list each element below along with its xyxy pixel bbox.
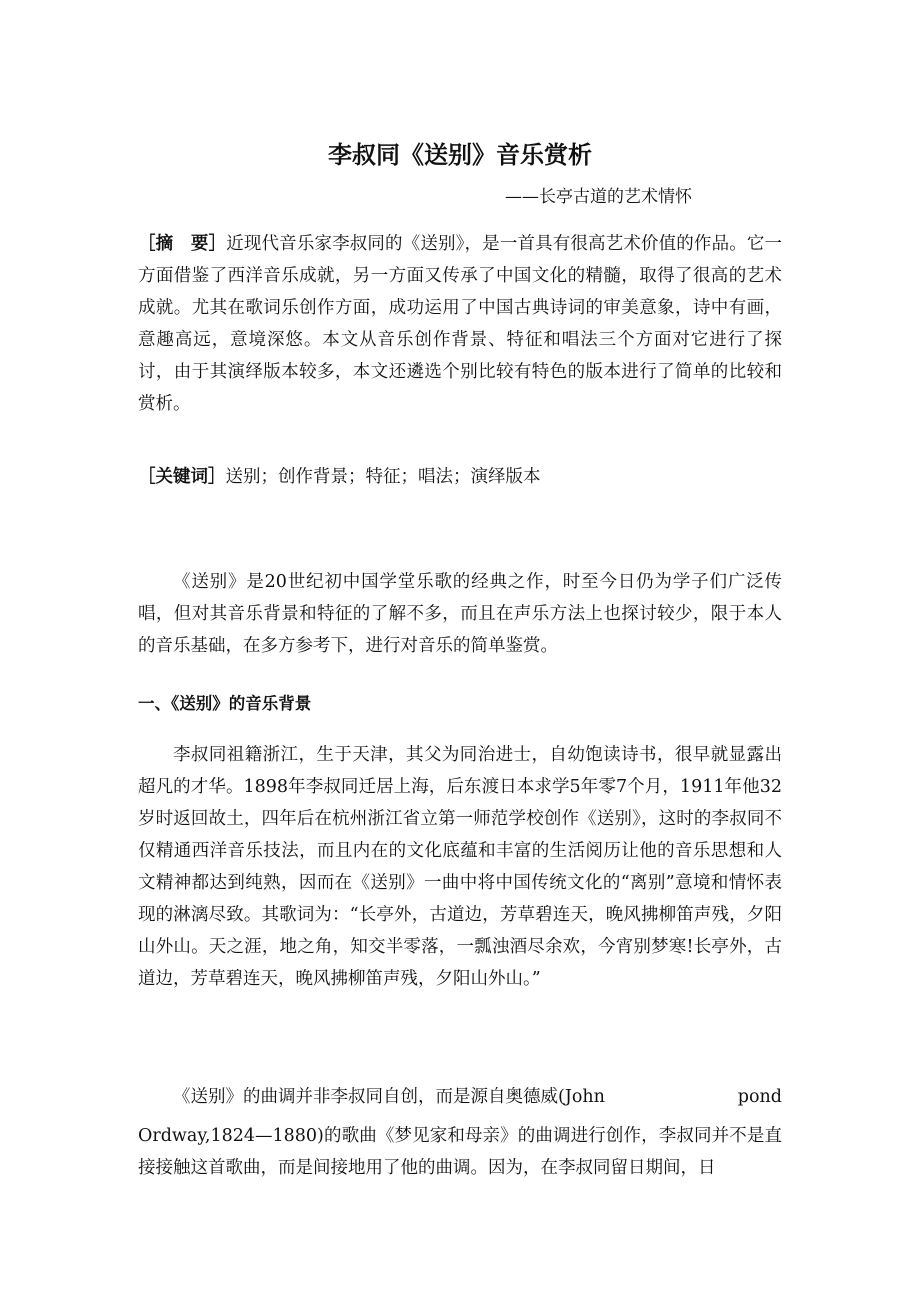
abstract-label: ［摘 要］ xyxy=(138,234,227,254)
intro-paragraph: 《送别》是20世纪初中国学堂乐歌的经典之作，时至今日仍为学子们广泛传唱，但对其音乐背景和特征的了解不多，而且在声乐方法上也探讨较少，限于本人的音乐基础，在多方参考下，进行对音乐的简单鉴赏。 xyxy=(138,572,782,656)
section-heading-background: 一、《送别》的音乐背景 xyxy=(138,694,312,713)
document-title: 李叔同《送别》音乐赏析 xyxy=(328,141,592,169)
tune-origin-first-line-left: 《送别》的曲调并非李叔同自创，而是源自奥德威(John xyxy=(173,1087,605,1107)
background-paragraph: 李叔同祖籍浙江，生于天津，其父为同治进士，自幼饱读诗书，很早就显露出超凡的才华。1898年李叔同迁居上海，后东渡日本求学5年零7个月，1911年他32岁时返回故土，四年后在杭州浙江省立第一师范学校创作《送别》，这时的李叔同不仅精通西洋音乐技法，而且内在的文化底蕴和丰富的生活阅历让他的音乐思想和人文精神都达到纯熟，因而在《送别》一曲中将中国传统文化的“离别”意境和情怀表现的淋漓尽致。其歌词为：“长亭外，古道边，芳草碧连天，晚风拂柳笛声残，夕阳山外山。天之涯，地之角，知交半零落，一瓢浊酒尽余欢，今宵别梦寒!长亭外，古道边，芳草碧连天，晚风拂柳笛声残，夕阳山外山。” xyxy=(138,745,782,989)
tune-origin-first-line-right: pond xyxy=(737,1087,782,1107)
tune-origin-paragraph: Ordway,1824—1880)的歌曲《梦见家和母亲》的曲调进行创作，李叔同并不是直接接触这首歌曲，而是间接地用了他的曲调。因为，在李叔同留日期间，日 xyxy=(138,1126,782,1178)
tune-origin-first-line xyxy=(138,1081,782,1113)
document-subtitle: ——长亭古道的艺术情怀 xyxy=(505,187,692,207)
abstract-text: 近现代音乐家李叔同的《送别》，是一首具有很高艺术价值的作品。它一方面借鉴了西洋音乐成就，另一方面又传承了中国文化的精髓，取得了很高的艺术成就。尤其在歌词乐创作方面，成功运用了中国古典诗词的审美意象，诗中有画，意趣高远，意境深悠。本文从音乐创作背景、特征和唱法三个方面对它进行了探讨，由于其演绎版本较多，本文还遴选个别比较有特色的版本进行了简单的比较和赏析。 xyxy=(138,234,783,414)
keywords-label: ［关键词］ xyxy=(138,467,226,487)
keywords-paragraph xyxy=(138,461,782,493)
abstract-paragraph xyxy=(138,228,782,420)
keywords-text: 送别；创作背景；特征；唱法；演绎版本 xyxy=(225,467,541,487)
